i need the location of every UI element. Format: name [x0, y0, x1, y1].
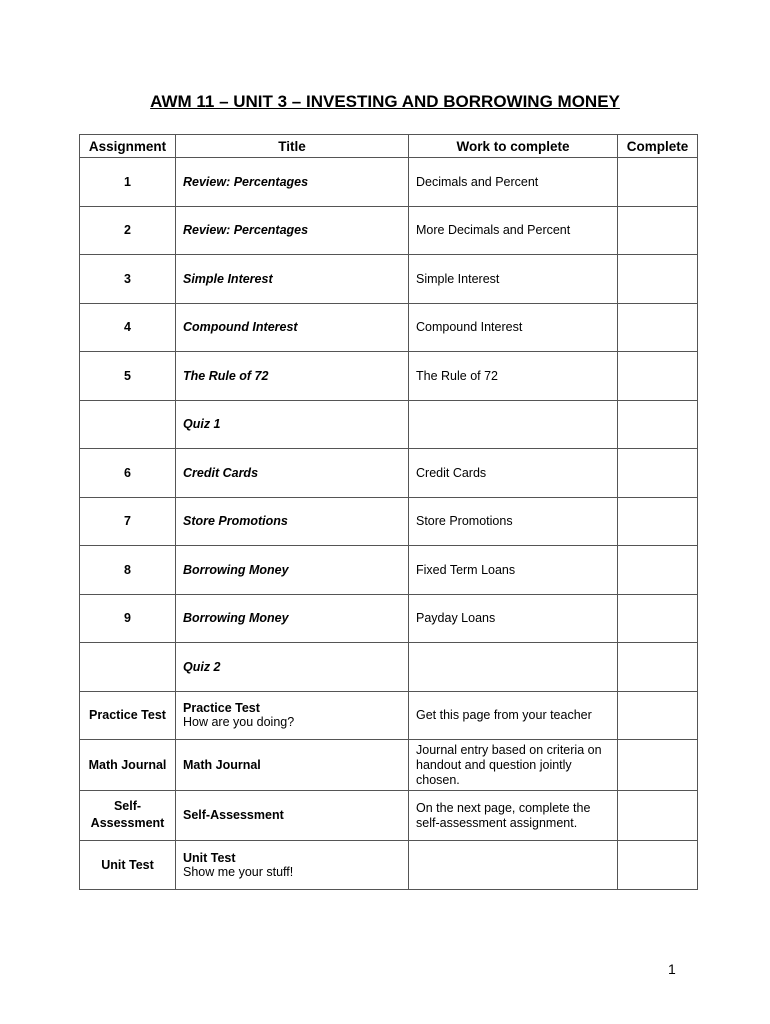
complete-cell[interactable]: [618, 841, 698, 890]
title-main: Practice Test: [183, 701, 260, 716]
complete-cell[interactable]: [618, 740, 698, 791]
assignment-table: [79, 134, 698, 890]
title-cell: The Rule of 72: [176, 352, 409, 401]
complete-cell[interactable]: [618, 303, 698, 352]
work-cell: More Decimals and Percent: [409, 206, 618, 255]
title-cell: Review: Percentages: [176, 158, 409, 207]
assignment-cell: 1: [80, 158, 176, 207]
assignment-cell: 2: [80, 206, 176, 255]
assignment-cell: Math Journal: [80, 740, 176, 791]
table-row: [80, 400, 698, 449]
work-cell: On the next page, complete the self-assessment assignment.: [409, 790, 618, 841]
complete-cell[interactable]: [618, 400, 698, 449]
title-cell: Credit Cards: [176, 449, 409, 498]
work-cell: Payday Loans: [409, 594, 618, 643]
table-row: [80, 206, 698, 255]
complete-cell[interactable]: [618, 206, 698, 255]
complete-cell[interactable]: [618, 158, 698, 207]
table-row: [80, 158, 698, 207]
complete-cell[interactable]: [618, 643, 698, 692]
assignment-cell: 4: [80, 303, 176, 352]
table-row: [80, 790, 698, 841]
document-title: AWM 11 – UNIT 3 – INVESTING AND BORROWING MONEY: [150, 92, 620, 111]
table-row: [80, 643, 698, 692]
title-cell: Borrowing Money: [176, 594, 409, 643]
table-row: [80, 255, 698, 304]
work-cell: Store Promotions: [409, 497, 618, 546]
title-cell: Math Journal: [176, 740, 409, 791]
assignment-cell: 6: [80, 449, 176, 498]
work-cell: Credit Cards: [409, 449, 618, 498]
work-cell: The Rule of 72: [409, 352, 618, 401]
title-cell: [176, 691, 409, 740]
table-row: [80, 497, 698, 546]
table-row: [80, 449, 698, 498]
table-row: [80, 740, 698, 791]
title-cell: Simple Interest: [176, 255, 409, 304]
assignment-cell: 7: [80, 497, 176, 546]
complete-cell[interactable]: [618, 255, 698, 304]
complete-cell[interactable]: [618, 594, 698, 643]
table-row: [80, 352, 698, 401]
assignment-cell: 3: [80, 255, 176, 304]
header-title: Title: [176, 135, 409, 158]
complete-cell[interactable]: [618, 449, 698, 498]
complete-cell[interactable]: [618, 352, 698, 401]
title-cell: [176, 841, 409, 890]
header-work: Work to complete: [409, 135, 618, 158]
table-row: [80, 594, 698, 643]
work-cell: Get this page from your teacher: [409, 691, 618, 740]
page-number: 1: [668, 961, 676, 977]
work-cell: Decimals and Percent: [409, 158, 618, 207]
work-cell: Journal entry based on criteria on handout and question jointly chosen.: [409, 740, 618, 791]
complete-cell[interactable]: [618, 497, 698, 546]
assignment-cell: Unit Test: [80, 841, 176, 890]
work-cell: [409, 643, 618, 692]
title-cell: Quiz 1: [176, 400, 409, 449]
assignment-cell: 5: [80, 352, 176, 401]
table-row: [80, 303, 698, 352]
table-row: [80, 546, 698, 595]
assignment-cell: [80, 643, 176, 692]
title-cell: Compound Interest: [176, 303, 409, 352]
work-cell: [409, 841, 618, 890]
assignment-cell: Practice Test: [80, 691, 176, 740]
work-cell: Compound Interest: [409, 303, 618, 352]
title-cell: Borrowing Money: [176, 546, 409, 595]
title-main: Unit Test: [183, 850, 236, 865]
header-assignment: Assignment: [80, 135, 176, 158]
title-cell: Store Promotions: [176, 497, 409, 546]
table-row: [80, 691, 698, 740]
work-cell: [409, 400, 618, 449]
work-cell: Fixed Term Loans: [409, 546, 618, 595]
assignment-cell: [80, 400, 176, 449]
header-complete: Complete: [618, 135, 698, 158]
assignment-cell: 8: [80, 546, 176, 595]
work-cell: Simple Interest: [409, 255, 618, 304]
title-subtitle: How are you doing?: [183, 715, 295, 730]
title-cell: Quiz 2: [176, 643, 409, 692]
table-row: [80, 841, 698, 890]
table-header-row: [80, 135, 698, 158]
complete-cell[interactable]: [618, 691, 698, 740]
title-cell: Review: Percentages: [176, 206, 409, 255]
assignment-cell: 9: [80, 594, 176, 643]
complete-cell[interactable]: [618, 546, 698, 595]
assignment-cell: Self-Assessment: [80, 790, 176, 841]
title-cell: Self-Assessment: [176, 790, 409, 841]
title-subtitle: Show me your stuff!: [183, 864, 294, 879]
complete-cell[interactable]: [618, 790, 698, 841]
